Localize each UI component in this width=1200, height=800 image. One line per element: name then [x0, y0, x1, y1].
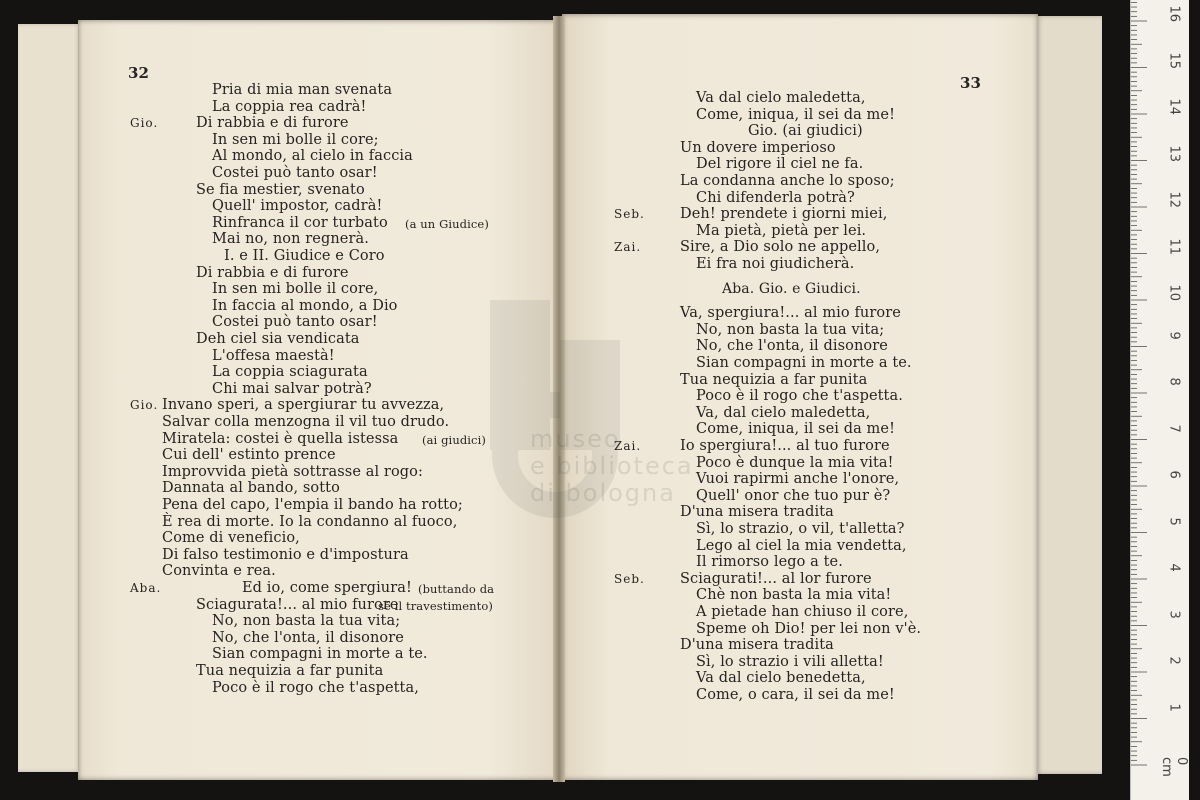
verse-line: Sire, a Dio solo ne appello, — [680, 239, 881, 256]
ruler-label: 0 cm — [1159, 757, 1189, 777]
verse-line: Lego al ciel la mia vendetta, — [696, 537, 907, 554]
verse-line: Va dal cielo maledetta, — [696, 90, 866, 106]
speaker-label: Gio. — [130, 398, 159, 413]
verse-line: Poco è il rogo che t'aspetta. — [696, 388, 903, 405]
verse-line: Deh! prendete i giorni miei, — [680, 206, 888, 223]
verse-line: Cui dell' estinto prence — [162, 447, 336, 464]
speaker-label: Zai. — [614, 240, 642, 255]
speaker-label: Seb. — [614, 571, 645, 586]
verse-line: Sciagurati!... al lor furore — [680, 570, 872, 587]
verse-line: Ed io, come spergiura! — [242, 580, 412, 596]
verse-line: Convinta e rea. — [162, 563, 276, 580]
right-cover-edge — [1036, 16, 1102, 774]
verse-line: Miratela: costei è quella istessa — [162, 430, 399, 447]
verse-line: A pietade han chiuso il core, — [696, 604, 909, 620]
speaker-label: Aba. — [130, 581, 162, 595]
verse-line: Costei può tanto osar! — [212, 165, 378, 181]
verse-line: No, che l'onta, il disonore — [212, 629, 404, 646]
verse-line: Sì, lo strazio, o vil, t'alletta? — [696, 521, 905, 537]
verse-line: Tua nequizia a far punita — [196, 663, 384, 679]
verse-line: Chi difenderla potrà? — [696, 189, 855, 206]
ruler-label: 14 — [1166, 98, 1182, 116]
left-cover-edge — [18, 24, 80, 772]
verse-line: Al mondo, al cielo in faccia — [212, 148, 413, 165]
verse-line: D'una misera tradita — [680, 504, 834, 521]
stage-direction: sè il travestimento) — [378, 598, 494, 613]
verse-line: Di falso testimonio e d'impostura — [162, 546, 409, 563]
ruler-label: 13 — [1166, 145, 1182, 162]
verse-line: Improvvida pietà sottrasse al rogo: — [162, 463, 423, 480]
verse-line: No, non basta la tua vita; — [696, 321, 885, 338]
ruler-label: 9 — [1166, 331, 1182, 340]
verse-line: Quell' impostor, cadrà! — [212, 198, 383, 215]
verse-line: Aba. Gio. e Giudici. — [722, 280, 861, 297]
verse-line: La coppia rea cadrà! — [212, 98, 367, 115]
speaker-label: Gio. — [130, 116, 159, 131]
verse-line: Come, iniqua, il sei da me! — [696, 421, 896, 438]
verse-line: In sen mi bolle il core, — [212, 281, 379, 298]
measuring-ruler — [1130, 0, 1189, 800]
verse-line: Dannata al bando, sotto — [162, 480, 340, 497]
verse-line: Sian compagni in morte a te. — [696, 355, 912, 371]
verse-line: È rea di morte. Io la condanno al fuoco, — [162, 513, 458, 530]
ruler-label: 1 — [1166, 703, 1182, 712]
ruler-label: 3 — [1166, 610, 1182, 619]
verse-line: Mai no, non regnerà. — [212, 231, 369, 248]
speaker-label: Seb. — [614, 207, 645, 222]
stage-direction: (ai giudici) — [422, 432, 486, 447]
verse-line: In faccia al mondo, a Dio — [212, 297, 398, 314]
verse-line: L'offesa maestà! — [212, 347, 335, 364]
ruler-label: 4 — [1166, 563, 1182, 572]
verse-line: Poco è dunque la mia vita! — [696, 454, 894, 471]
ruler-label: 12 — [1166, 191, 1182, 209]
page-number: 32 — [128, 64, 150, 82]
verse-line: Sì, lo strazio i vili alletta! — [696, 653, 884, 670]
verse-line: Del rigore il ciel ne fa. — [696, 156, 864, 173]
verse-line: Pena del capo, l'empia il bando ha rotto; — [162, 497, 463, 513]
ruler-label: 10 — [1166, 284, 1182, 302]
verse-line: Come, o cara, il sei da me! — [696, 687, 895, 703]
verse-line: D'una misera tradita — [680, 637, 834, 654]
verse-line: Rinfranca il cor turbato — [212, 214, 388, 231]
verse-line: Gio. (ai giudici) — [748, 123, 863, 140]
verse-line: Sian compagni in morte a te. — [212, 646, 428, 663]
verse-line: Un dovere imperioso — [680, 139, 836, 156]
verse-line: In sen mi bolle il core; — [212, 131, 379, 148]
verse-line: Quell' onor che tuo pur è? — [696, 487, 891, 504]
watermark-line: e biblioteca — [530, 452, 694, 480]
verse-line: La condanna anche lo sposo; — [680, 173, 895, 189]
verse-line: No, che l'onta, il disonore — [696, 338, 888, 355]
watermark-line: di bologna — [530, 479, 676, 507]
verse-line: Di rabbia e di furore — [196, 115, 349, 132]
verse-line: Poco è il rogo che t'aspetta, — [212, 679, 419, 696]
ruler-label: 16 — [1166, 5, 1182, 23]
verse-line: Va dal cielo benedetta, — [696, 670, 866, 687]
verse-line: Pria di mia man svenata — [212, 82, 393, 98]
ruler-label: 15 — [1166, 52, 1182, 69]
verse-line: Costei può tanto osar! — [212, 314, 378, 331]
verse-line: La coppia sciagurata — [212, 364, 368, 381]
stage-direction: (a un Giudice) — [405, 216, 489, 231]
verse-line: Sciagurata!... al mio furore — [196, 596, 399, 613]
verse-line: Come di veneficio, — [162, 530, 300, 547]
verse-line: No, non basta la tua vita; — [212, 613, 401, 630]
book-gutter — [553, 16, 565, 782]
ruler-label: 2 — [1166, 656, 1182, 665]
speaker-label: Zai. — [614, 439, 642, 453]
verse-line: Ma pietà, pietà per lei. — [696, 222, 867, 239]
verse-line: Salvar colla menzogna il vil tuo drudo. — [162, 414, 450, 430]
watermark-line: museo — [530, 425, 621, 453]
page-number: 33 — [960, 74, 982, 92]
verse-line: Vuoi rapirmi anche l'onore, — [696, 471, 900, 488]
verse-line: Come, iniqua, il sei da me! — [696, 106, 896, 123]
stage-direction: (buttando da — [418, 582, 495, 596]
verse-line: Deh ciel sia vendicata — [196, 331, 360, 347]
verse-line: Invano speri, a spergiurar tu avvezza, — [162, 397, 445, 414]
verse-line: Speme oh Dio! per lei non v'è. — [696, 620, 922, 637]
verse-line: Ei fra noi giudicherà. — [696, 256, 855, 272]
verse-line: Va, spergiura!... al mio furore — [680, 305, 901, 322]
verse-line: Va, dal cielo maledetta, — [696, 404, 871, 421]
ruler-label: 11 — [1166, 238, 1182, 255]
verse-line: I. e II. Giudice e Coro — [224, 248, 385, 264]
verse-line: Il rimorso lego a te. — [696, 554, 843, 571]
ruler-label: 6 — [1166, 470, 1182, 479]
ruler-label: 7 — [1166, 424, 1182, 433]
verse-line: Di rabbia e di furore — [196, 264, 349, 281]
verse-line: Se fia mestier, svenato — [196, 181, 365, 198]
verse-line: Chi mai salvar potrà? — [212, 380, 372, 397]
verse-line: Tua nequizia a far punita — [680, 371, 868, 388]
verse-line: Io spergiura!... al tuo furore — [680, 438, 890, 454]
verse-line: Chè non basta la mia vita! — [696, 587, 892, 604]
ruler-label: 5 — [1166, 517, 1182, 526]
ruler-label: 8 — [1166, 377, 1182, 386]
